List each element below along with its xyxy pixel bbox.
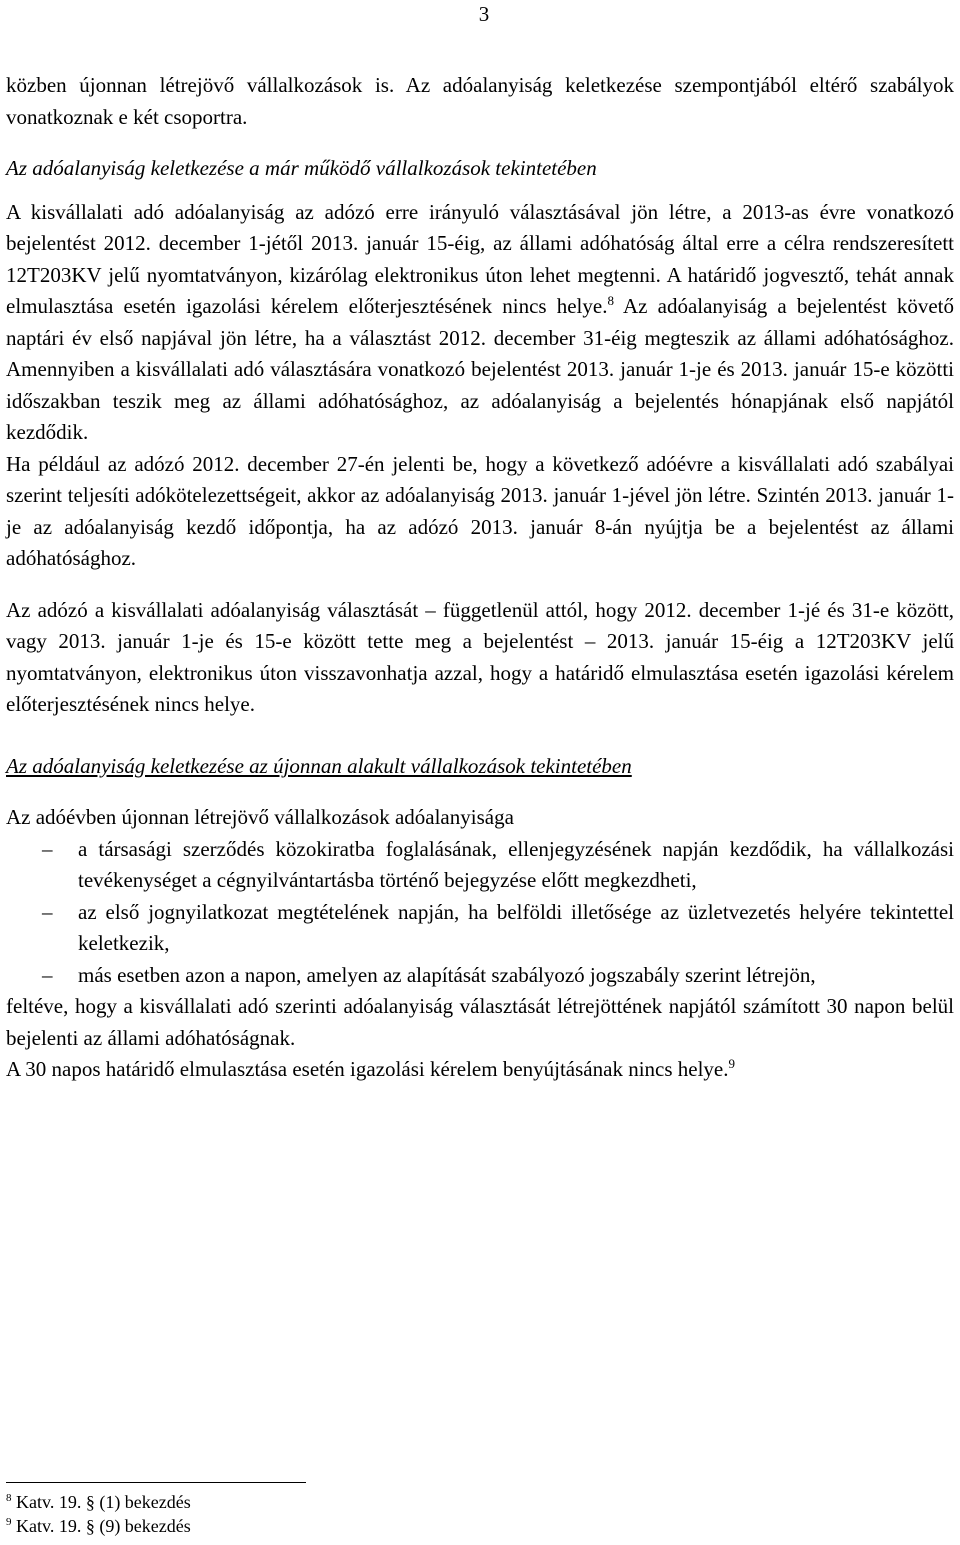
footnote-number: 9	[6, 1516, 12, 1528]
page-number: 3	[478, 2, 490, 26]
paragraph-condition: feltéve, hogy a kisvállalati adó szerinti adóalanyiság választását létrejöttének napjától számított 30 napon belül bejelenti az állami adóhatóságnak.	[6, 994, 954, 1050]
paragraph-withdrawal: Az adózó a kisvállalati adóalanyiság választását – függetlenül attól, hogy 2012. december 1-jé és 31-e között, vagy 2013. január 1-je és 15-e között tette meg a bejelentést – 2013. január 15-éig a 12T203KV jelű nyomtatványon, elektronikus úton visszavonhatja azzal, hogy a határidő elmulasztása esetén igazolási kérelem előterjesztésének nincs helye.	[6, 597, 954, 716]
dash-marker: –	[42, 899, 53, 924]
list-item-text: a társasági szerződés közokiratba foglalásának, ellenjegyzésének napján kezdődik, ha vállalkozási tevékenységet a cégnyilvántartásba történő bejegyzése előtt megkezdheti,	[78, 836, 954, 892]
election-text-part2: Az adóalanyiság a bejelentést követő naptári év első napjával jön létre, ha a választást 2012. december 31-éig megteszik az állami adóhatósághoz. Amennyiben a kisvállalati adó választására vonatkozó bejelentést 2013. január 1-je és 2013. január 15-e közötti időszakban teszik meg az állami adóhatósághoz, az adóalanyiság a bejelentés hónapjának első napjától kezdődik.	[6, 294, 954, 444]
document-body	[6, 70, 954, 1086]
dash-marker: –	[42, 836, 53, 861]
list-item	[6, 897, 954, 960]
list-item	[6, 834, 954, 897]
footnote-text: Katv. 19. § (9) bekezdés	[16, 1516, 191, 1536]
section-heading-existing: Az adóalanyiság keletkezése a már működő vállalkozások tekintetében	[6, 156, 597, 180]
footnote-ref-9[interactable]: 9	[728, 1056, 736, 1071]
footnote-number: 8	[6, 1492, 12, 1504]
list-item-text: más esetben azon a napon, amelyen az alapítását szabályozó jogszabály szerint létrejön,	[78, 962, 816, 987]
footnote-9	[6, 1514, 606, 1538]
footnote-ref-8[interactable]: 8	[607, 293, 614, 308]
footnotes	[6, 1490, 606, 1538]
paragraph-example: Ha például az adózó 2012. december 27-én jelenti be, hogy a következő adóévre a kisvállalati adó szabályai szerint teljesíti adókötelezettségeit, akkor az adóalanyiság 2013. január 1-jével jön létre. Szintén 2013. január 1-je az adóalanyiság kezdő időpontja, ha az adózó 2013. január 8-án nyújtja be a bejelentést az állami adóhatósághoz.	[6, 451, 954, 570]
paragraph-new-intro: Az adóévben újonnan létrejövő vállalkozások adóalanyisága	[6, 805, 514, 829]
footnote-text: Katv. 19. § (1) bekezdés	[16, 1492, 191, 1512]
list-item	[6, 960, 954, 992]
condition-list	[6, 834, 954, 992]
section-heading-new: Az adóalanyiság keletkezése az újonnan alakult vállalkozások tekintetében	[6, 753, 632, 778]
dash-marker: –	[42, 962, 53, 987]
list-item-text: az első jognyilatkozat megtételének napján, ha belföldi illetősége az üzletvezetés helyére tekintettel keletkezik,	[78, 899, 954, 955]
deadline-text: A 30 napos határidő elmulasztása esetén igazolási kérelem benyújtásának nincs helye.	[6, 1057, 729, 1081]
paragraph-election-rules	[6, 197, 954, 449]
paragraph-intro: közben újonnan létrejövő vállalkozások is. Az adóalanyiság keletkezése szempontjából eltérő szabályok vonatkoznak e két csoportra.	[6, 73, 954, 129]
footnote-separator	[6, 1482, 306, 1483]
footnote-8	[6, 1490, 606, 1514]
paragraph-deadline	[6, 1054, 954, 1086]
election-text-part1: A kisvállalati adó adóalanyiság az adózó erre irányuló választásával jön létre, a 2013-as évre vonatkozó bejelentést 2012. december 1-jétől 2013. január 15-éig, az állami adóhatóság által erre a célra rendszeresített 12T203KV jelű nyomtatványon, kizárólag elektronikus úton lehet megtenni. A határidő jogvesztő, tehát annak elmulasztása esetén igazolási kérelem előterjesztésének nincs helye.	[6, 199, 954, 318]
